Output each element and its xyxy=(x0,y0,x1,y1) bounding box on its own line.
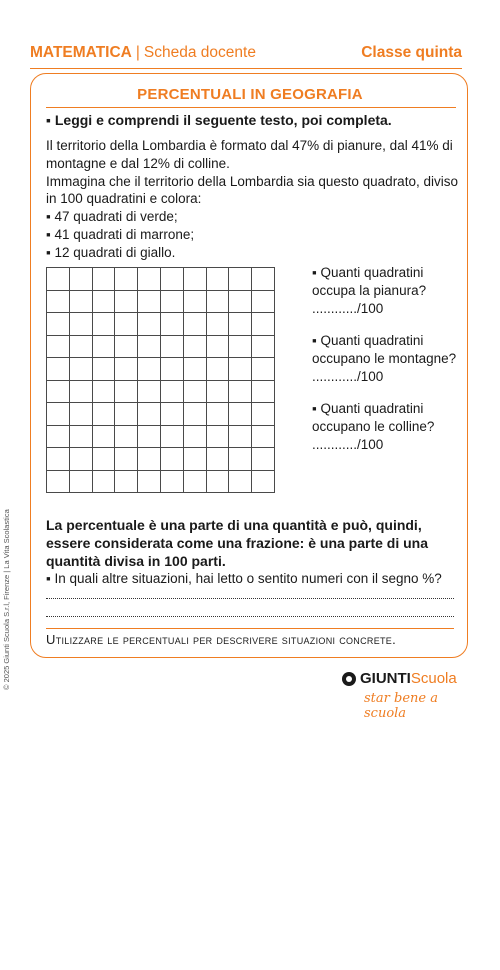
question-plain xyxy=(312,264,472,318)
grid-cell[interactable] xyxy=(206,358,229,381)
exercise-text xyxy=(46,137,461,262)
grid-cell[interactable] xyxy=(229,358,252,381)
grid-cell[interactable] xyxy=(229,290,252,313)
grid-cell[interactable] xyxy=(229,403,252,426)
grid-row xyxy=(47,268,275,291)
grid-cell[interactable] xyxy=(115,290,138,313)
question-line: occupa la pianura? xyxy=(312,283,427,298)
grid-cell[interactable] xyxy=(115,470,138,493)
learning-goal: Utilizzare le percentuali per descrivere situazioni concrete. xyxy=(46,632,397,647)
grid-cell[interactable] xyxy=(92,425,115,448)
grid-cell[interactable] xyxy=(160,403,183,426)
grid-cell[interactable] xyxy=(138,313,161,336)
grid-cell[interactable] xyxy=(69,335,92,358)
grid-cell[interactable] xyxy=(183,380,206,403)
grid-row xyxy=(47,470,275,493)
grid-cell[interactable] xyxy=(69,313,92,336)
grid-row xyxy=(47,358,275,381)
grid-cell[interactable] xyxy=(183,335,206,358)
page-header xyxy=(30,44,462,66)
list-item: ▪ 41 quadrati di marrone; xyxy=(46,226,195,242)
grid-cell[interactable] xyxy=(115,335,138,358)
grid-cell[interactable] xyxy=(138,403,161,426)
grid-cell[interactable] xyxy=(252,470,275,493)
grid-cell[interactable] xyxy=(229,335,252,358)
grid-row xyxy=(47,403,275,426)
list-item: ▪ 47 quadrati di verde; xyxy=(46,209,178,225)
question-line: ▪ Quanti quadratini xyxy=(312,401,424,416)
grid-cell[interactable] xyxy=(206,448,229,471)
grid-cell[interactable] xyxy=(115,268,138,291)
question-line: ▪ Quanti quadratini xyxy=(312,265,424,280)
grid-cell[interactable] xyxy=(183,358,206,381)
grid-cell[interactable] xyxy=(229,380,252,403)
logo-mark-icon xyxy=(342,672,356,686)
grid-cell[interactable] xyxy=(206,380,229,403)
grid-row xyxy=(47,380,275,403)
header-separator: | xyxy=(135,44,140,61)
grid-cell[interactable] xyxy=(47,470,70,493)
grid-cell[interactable] xyxy=(138,380,161,403)
grid-cell[interactable] xyxy=(229,448,252,471)
answer-line[interactable] xyxy=(46,616,454,617)
paragraph-line-2: Immagina che il territorio della Lombardia sia questo quadrato, diviso in 100 quadratini e colora: xyxy=(46,173,458,207)
grid-cell[interactable] xyxy=(229,313,252,336)
grid-cell[interactable] xyxy=(47,425,70,448)
grid-cell[interactable] xyxy=(115,448,138,471)
grid-cell[interactable] xyxy=(183,268,206,291)
grid-cell[interactable] xyxy=(47,380,70,403)
grid-cell[interactable] xyxy=(115,380,138,403)
publisher-logo xyxy=(342,670,472,721)
grid-cell[interactable] xyxy=(47,403,70,426)
grid-cell[interactable] xyxy=(160,335,183,358)
grid-cell[interactable] xyxy=(252,358,275,381)
grid-cell[interactable] xyxy=(252,313,275,336)
grid-cell[interactable] xyxy=(138,358,161,381)
answer-line[interactable] xyxy=(46,598,454,599)
question-line: occupano le montagne? xyxy=(312,351,457,366)
grid-cell[interactable] xyxy=(115,403,138,426)
grid-cell[interactable] xyxy=(252,268,275,291)
grid-cell[interactable] xyxy=(138,470,161,493)
answer-field[interactable]: ............/100 xyxy=(312,301,384,316)
grid-cell[interactable] xyxy=(183,290,206,313)
subject-label: MATEMATICA xyxy=(30,44,132,61)
grid-cell[interactable] xyxy=(206,268,229,291)
open-question: ▪ In quali altre situazioni, hai letto o sentito numeri con il segno %? xyxy=(46,571,442,586)
grid-cell[interactable] xyxy=(47,448,70,471)
paragraph-line-1: Il territorio della Lombardia è formato dal 47% di pianure, dal 41% di montagne e dal 12% di colline. xyxy=(46,138,453,171)
grid-cell[interactable] xyxy=(138,335,161,358)
worksheet-title: PERCENTUALI IN GEOGRAFIA xyxy=(137,86,363,103)
instruction: ▪ Leggi e comprendi il seguente testo, poi completa. xyxy=(46,112,392,128)
grid-cell[interactable] xyxy=(252,335,275,358)
grid-cell[interactable] xyxy=(252,448,275,471)
grid-cell[interactable] xyxy=(138,290,161,313)
list-item: ▪ 12 quadrati di giallo. xyxy=(46,244,176,260)
grid-cell[interactable] xyxy=(252,290,275,313)
header-rule xyxy=(30,68,462,69)
grid-cell[interactable] xyxy=(47,358,70,381)
grid-cell[interactable] xyxy=(92,358,115,381)
grid-cell[interactable] xyxy=(206,403,229,426)
answer-field[interactable]: ............/100 xyxy=(312,437,384,452)
grid-cell[interactable] xyxy=(69,470,92,493)
grid-cell[interactable] xyxy=(160,358,183,381)
grid-cell[interactable] xyxy=(206,290,229,313)
grid-cell[interactable] xyxy=(160,380,183,403)
concept-definition: La percentuale è una parte di una quantità e può, quindi, essere considerata come una frazione: è una parte di una quantità divisa in 100 parti. xyxy=(46,517,429,569)
question-line: occupano le colline? xyxy=(312,419,435,434)
grid-cell[interactable] xyxy=(183,448,206,471)
grid-cell[interactable] xyxy=(69,425,92,448)
question-mountains xyxy=(312,332,472,386)
grid-cell[interactable] xyxy=(69,380,92,403)
grid-cell[interactable] xyxy=(206,313,229,336)
grid-cell[interactable] xyxy=(69,290,92,313)
class-label: Classe quinta xyxy=(361,44,462,61)
grid-row xyxy=(47,313,275,336)
grid-cell[interactable] xyxy=(252,403,275,426)
grid-cell[interactable] xyxy=(160,470,183,493)
grid-cell[interactable] xyxy=(92,335,115,358)
logo-name: GIUNTIScuola xyxy=(360,670,457,687)
grid-cell[interactable] xyxy=(69,268,92,291)
grid-cell[interactable] xyxy=(69,403,92,426)
grid-cell[interactable] xyxy=(47,268,70,291)
grid-cell[interactable] xyxy=(206,335,229,358)
grid-cell[interactable] xyxy=(229,268,252,291)
copyright-note xyxy=(2,509,14,970)
grid-cell[interactable] xyxy=(160,448,183,471)
grid-cell[interactable] xyxy=(206,470,229,493)
grid-cell[interactable] xyxy=(229,470,252,493)
copyright-text: © 2025 Giunti Scuola S.r.l, Firenze | La Vita Scolastica xyxy=(2,509,11,690)
grid-cell[interactable] xyxy=(160,425,183,448)
question-line: ▪ Quanti quadratini xyxy=(312,333,424,348)
grid-cell[interactable] xyxy=(69,448,92,471)
grid-cell[interactable] xyxy=(47,335,70,358)
grid-cell[interactable] xyxy=(183,425,206,448)
grid-cell[interactable] xyxy=(138,425,161,448)
grid-cell[interactable] xyxy=(183,403,206,426)
grid-cell[interactable] xyxy=(160,268,183,291)
title-rule xyxy=(46,107,456,108)
grid-cell[interactable] xyxy=(138,448,161,471)
grid-cell[interactable] xyxy=(183,313,206,336)
grid-cell[interactable] xyxy=(115,358,138,381)
hundred-square-grid[interactable] xyxy=(46,267,275,493)
grid-cell[interactable] xyxy=(92,403,115,426)
question-hills xyxy=(312,400,472,454)
grid-row xyxy=(47,448,275,471)
grid-cell[interactable] xyxy=(252,425,275,448)
logo-tagline: star bene a scuola xyxy=(364,691,438,721)
grid-cell[interactable] xyxy=(252,380,275,403)
grid-cell[interactable] xyxy=(92,313,115,336)
grid-cell[interactable] xyxy=(183,470,206,493)
grid-cell[interactable] xyxy=(92,268,115,291)
answer-field[interactable]: ............/100 xyxy=(312,369,384,384)
grid-cell[interactable] xyxy=(92,290,115,313)
grid-cell[interactable] xyxy=(47,290,70,313)
grid-cell[interactable] xyxy=(69,358,92,381)
grid-cell[interactable] xyxy=(115,425,138,448)
footer-rule xyxy=(46,628,454,629)
grid-cell[interactable] xyxy=(115,313,138,336)
grid-row xyxy=(47,425,275,448)
grid-row xyxy=(47,335,275,358)
sheet-label: Scheda docente xyxy=(143,44,256,61)
grid-cell[interactable] xyxy=(160,313,183,336)
grid-cell[interactable] xyxy=(206,425,229,448)
grid-cell[interactable] xyxy=(92,380,115,403)
grid-cell[interactable] xyxy=(92,448,115,471)
grid-cell[interactable] xyxy=(92,470,115,493)
grid-cell[interactable] xyxy=(138,268,161,291)
grid-cell[interactable] xyxy=(160,290,183,313)
grid-cell[interactable] xyxy=(229,425,252,448)
grid-row xyxy=(47,290,275,313)
grid-cell[interactable] xyxy=(47,313,70,336)
header-left xyxy=(30,44,256,62)
